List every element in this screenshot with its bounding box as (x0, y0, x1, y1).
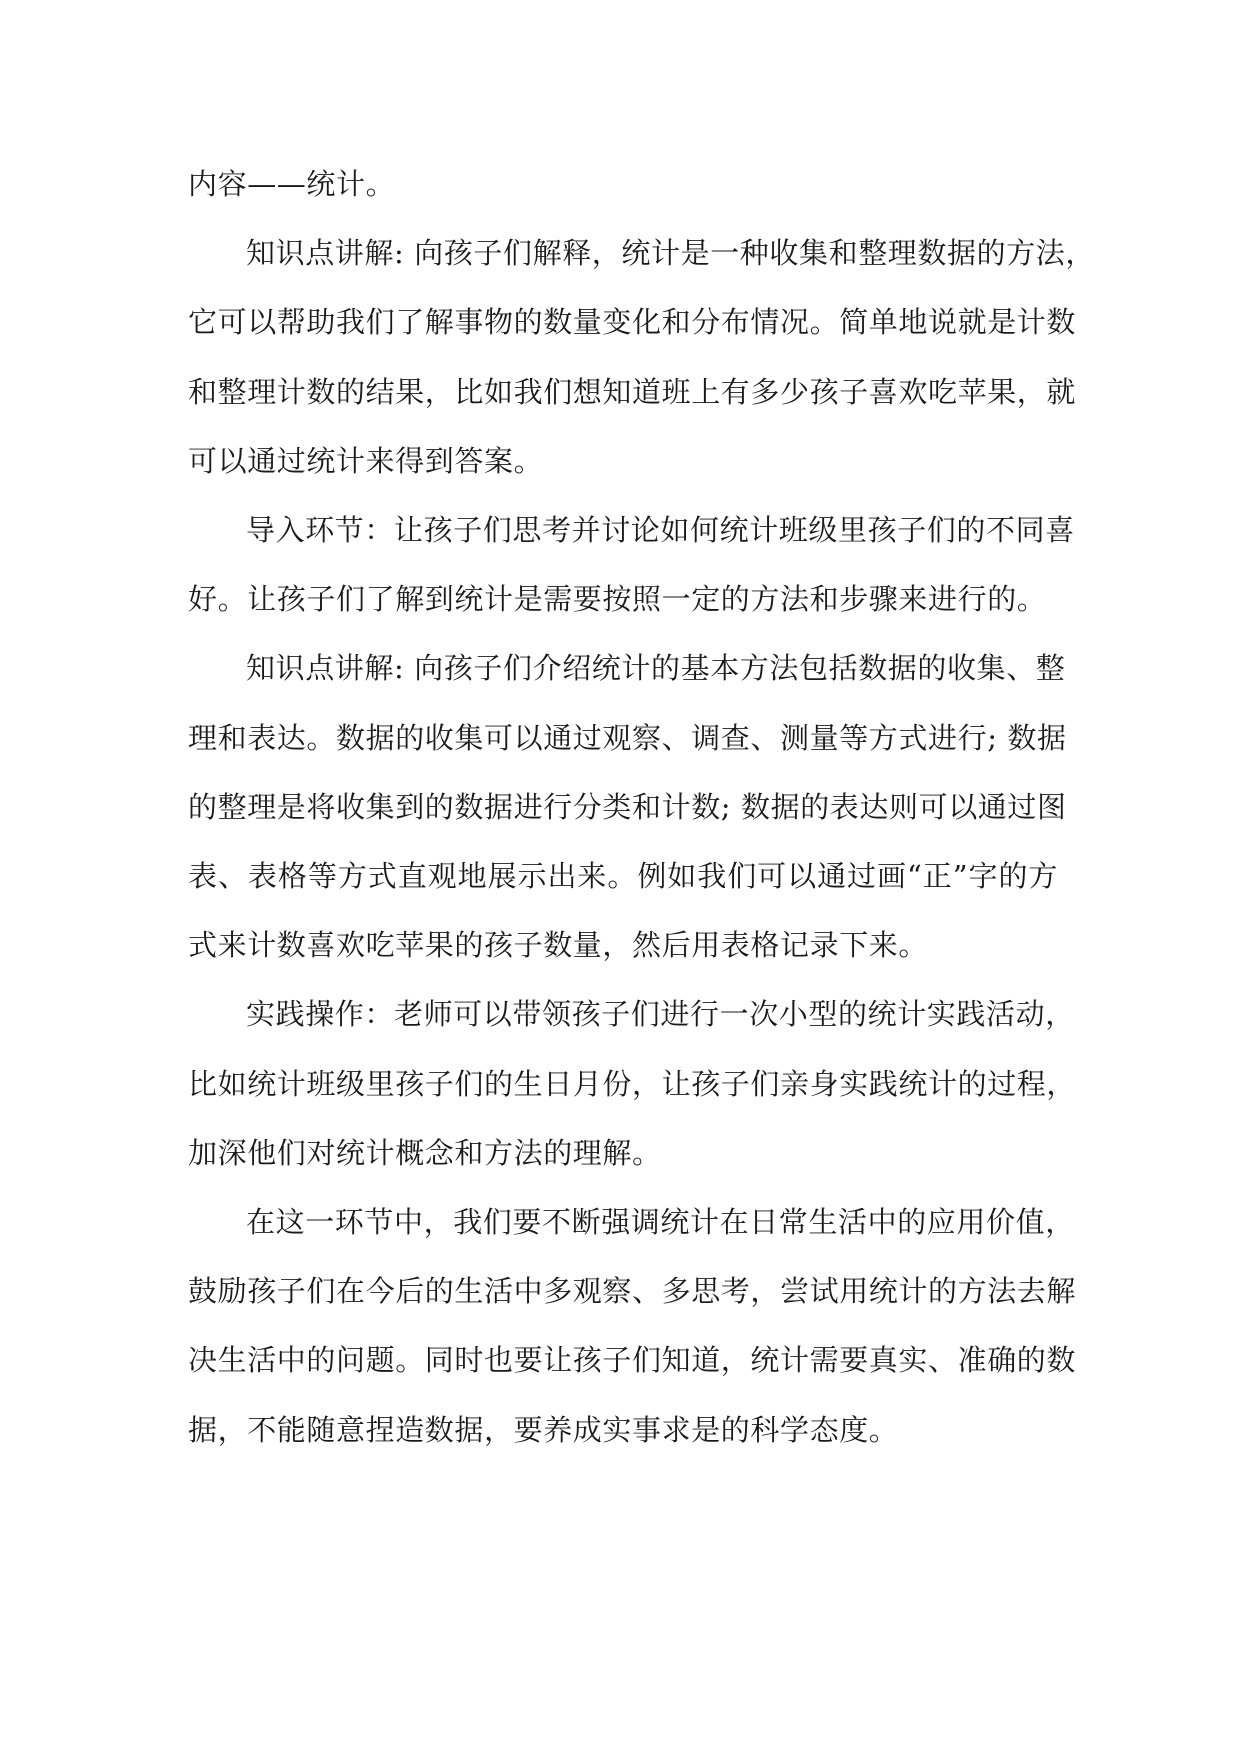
text-line: 加深他们对统计概念和方法的理解。 (188, 1135, 662, 1170)
text-line: 决生活中的问题。同时也要让孩子们知道，统计需要真实、准确的数 (188, 1343, 1077, 1378)
text-line: 据，不能随意捏造数据，要养成实事求是的科学态度。 (188, 1412, 899, 1447)
text-line: 好。让孩子们了解到统计是需要按照一定的方法和步骤来进行的。 (188, 582, 1047, 617)
text-line: 和整理计数的结果，比如我们想知道班上有多少孩子喜欢吃苹果，就 (188, 374, 1077, 409)
text-line: 实践操作：老师可以带领孩子们进行一次小型的统计实践活动， (246, 997, 1075, 1032)
text-line: 在这一环节中，我们要不断强调统计在日常生活中的应用价值， (246, 1205, 1075, 1240)
text-line: 知识点讲解: 向孩子们解释，统计是一种收集和整理数据的方法， (246, 236, 1095, 271)
paragraph-knowledge-explanation-2 (188, 634, 1067, 980)
document-body (188, 150, 1095, 1465)
text-line: 它可以帮助我们了解事物的数量变化和分布情况。简单地说就是计数 (188, 305, 1077, 340)
text-line: 的整理是将收集到的数据进行分类和计数; 数据的表达则可以通过图 (188, 789, 1067, 824)
paragraph-knowledge-explanation-1 (188, 219, 1095, 496)
paragraph-intro-fragment (188, 150, 1058, 219)
text-line: 内容——统计。 (188, 167, 396, 201)
text-line: 表、表格等方式直观地展示出来。例如我们可以通过画“正”字的方 (188, 859, 1058, 894)
text-line: 理和表达。数据的收集可以通过观察、调查、测量等方式进行; 数据 (188, 720, 1067, 755)
paragraph-summary (188, 1188, 1077, 1465)
paragraph-practice (188, 980, 1077, 1188)
text-line: 式来计数喜欢吃苹果的孩子数量，然后用表格记录下来。 (188, 928, 929, 963)
text-line: 导入环节：让孩子们思考并讨论如何统计班级里孩子们的不同喜 (246, 513, 1075, 548)
text-line: 鼓励孩子们在今后的生活中多观察、多思考，尝试用统计的方法去解 (188, 1274, 1077, 1309)
paragraph-introduction-step (188, 496, 1075, 634)
text-line: 知识点讲解: 向孩子们介绍统计的基本方法包括数据的收集、整 (246, 651, 1066, 686)
text-line: 可以通过统计来得到答案。 (188, 443, 544, 478)
text-line: 比如统计班级里孩子们的生日月份，让孩子们亲身实践统计的过程， (188, 1066, 1077, 1101)
